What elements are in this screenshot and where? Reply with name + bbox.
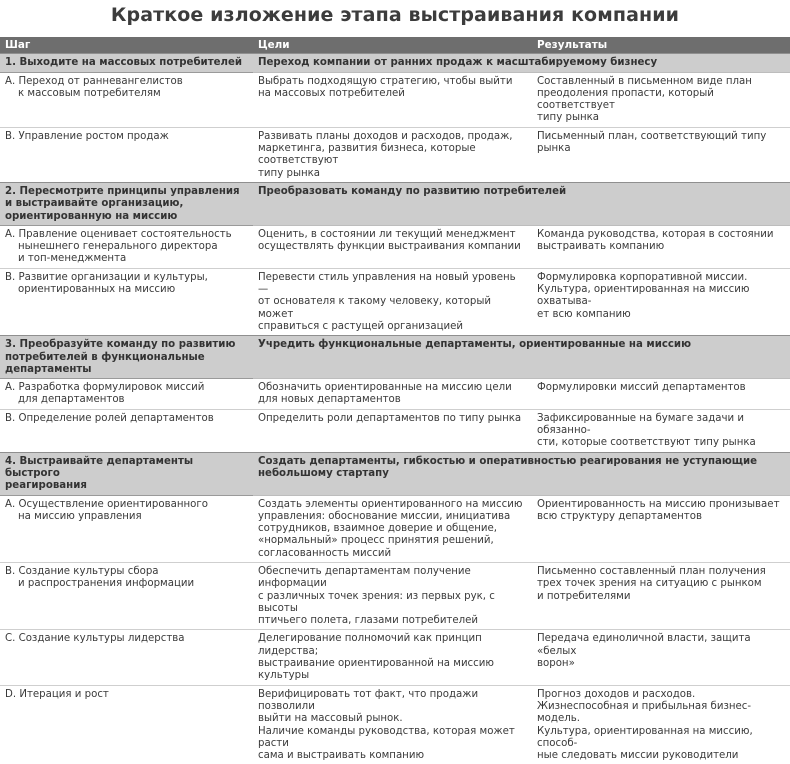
table-row: [0, 72, 790, 127]
row-goal-line: Перевести стиль управления на новый уровень —: [258, 271, 516, 296]
row-step-line: В. Управление ростом продаж: [5, 130, 169, 142]
section-step-line: ориентированную на миссию: [5, 210, 178, 222]
row-goal-line: от основателя к такому человеку, который может: [258, 296, 492, 320]
row-result-line: выстраивать компанию: [537, 241, 665, 253]
section-step: [0, 336, 253, 379]
row-goal: [253, 685, 532, 764]
section-header-row: [0, 452, 790, 495]
row-step: [0, 562, 253, 629]
row-goal-line: на массовых потребителей: [258, 87, 405, 99]
table-row: [0, 127, 790, 182]
row-result-line: типу рынка: [537, 112, 600, 124]
section-goal: [253, 452, 790, 495]
row-step-line: А. Разработка формулировок миссий: [5, 382, 205, 394]
row-goal-line: птичьего полета, глазами потребителей: [258, 615, 479, 627]
table-body: [0, 54, 790, 764]
row-result: [532, 268, 790, 335]
section-goal-line: Учредить функциональные департаменты, ориентированные на миссию: [258, 339, 691, 351]
row-step-line: и распространения информации: [18, 578, 195, 590]
row-goal: [253, 379, 532, 410]
row-goal: [253, 72, 532, 127]
table-row: [0, 685, 790, 764]
row-goal-line: Выбрать подходящую стратегию, чтобы выйти: [258, 75, 513, 87]
row-result-line: и потребителями: [537, 590, 631, 602]
section-goal: [253, 182, 790, 225]
row-step: [0, 127, 253, 182]
row-step: [0, 685, 253, 764]
section-goal-line: Создать департаменты, гибкостью и оперативностью реагирования не уступающие: [258, 455, 758, 467]
header-results: Результаты: [532, 37, 790, 54]
row-goal-line: согласованность миссий: [258, 547, 392, 559]
row-result-line: ворон»: [537, 658, 575, 670]
page-title: Краткое изложение этапа выстраивания компании: [110, 4, 680, 26]
row-step: [0, 630, 253, 685]
row-result-line: трех точек зрения на ситуацию с рынком: [537, 578, 762, 590]
row-goal: [253, 127, 532, 182]
row-result-line: Составленный в письменном виде план: [537, 75, 752, 87]
section-step-line: 4. Выстраивайте департаменты быстрого: [5, 455, 194, 479]
row-result-line: ет всю компанию: [537, 308, 631, 320]
row-step-line: к массовым потребителям: [18, 87, 161, 99]
row-goal-line: сотрудников, взаимное доверие и общение,: [258, 523, 497, 535]
row-goal-line: справиться с растущей организацией: [258, 320, 464, 332]
row-step-line: А. Переход от ранневангелистов: [5, 75, 183, 87]
row-step-line: D. Итерация и рост: [5, 688, 109, 700]
row-goal-line: выстраивание ориентированной на миссию культуры: [258, 658, 494, 682]
row-result: [532, 72, 790, 127]
header-goals: Цели: [253, 37, 532, 54]
section-goal-line: небольшому стартапу: [258, 467, 389, 479]
table-row: [0, 562, 790, 629]
section-step: [0, 452, 253, 495]
row-result-line: Письменно составленный план получения: [537, 565, 766, 577]
section-goal-line: Преобразовать команду по развитию потребителей: [258, 185, 567, 197]
row-result: [532, 127, 790, 182]
table-row: [0, 379, 790, 410]
row-result: [532, 409, 790, 452]
row-step: [0, 225, 253, 268]
row-result-line: Команда руководства, которая в состоянии: [537, 228, 774, 240]
row-step-line: нынешнего генерального директора: [18, 241, 218, 253]
row-step: [0, 495, 253, 562]
row-goal-line: Наличие команды руководства, которая может расти: [258, 725, 515, 749]
section-header-row: [0, 182, 790, 225]
row-step-line: В. Определение ролей департаментов: [5, 412, 214, 424]
row-goal-line: Создать элементы ориентированного на миссию: [258, 498, 523, 510]
row-goal-line: Обеспечить департаментам получение информации: [258, 565, 471, 590]
row-step-line: А. Осуществление ориентированного: [5, 498, 208, 510]
row-goal-line: с различных точек зрения: из первых рук, с высоты: [258, 590, 495, 614]
row-goal: [253, 268, 532, 335]
section-step-line: 1. Выходите на массовых потребителей: [5, 57, 243, 69]
row-goal: [253, 562, 532, 629]
table-row: [0, 409, 790, 452]
row-step: [0, 379, 253, 410]
section-step: [0, 182, 253, 225]
section-goal-line: Переход компании от ранних продаж к масштабируемому бизнесу: [258, 57, 658, 69]
table-row: [0, 268, 790, 335]
row-result-line: ные следовать миссии руководители: [537, 750, 739, 762]
row-result-line: Формулировка корпоративной миссии.: [537, 271, 748, 283]
section-step-line: 2. Пересмотрите принципы управления: [5, 185, 240, 197]
row-result-line: Ориентированность на миссию пронизывает: [537, 498, 780, 510]
row-result-line: сти, которые соответствуют типу рынка: [537, 437, 756, 449]
section-step-line: потребителей в функциональные: [5, 351, 205, 363]
row-result-line: Культура, ориентированная на миссию, способ-: [537, 725, 753, 749]
row-step-line: В. Развитие организации и культуры,: [5, 271, 208, 283]
row-step-line: В. Создание культуры сбора: [5, 565, 159, 577]
table-row: [0, 225, 790, 268]
row-goal-line: Делегирование полномочий как принцип лидерства;: [258, 633, 482, 657]
row-result: [532, 685, 790, 764]
row-goal-line: Развивать планы доходов и расходов, продаж,: [258, 130, 513, 142]
row-goal: [253, 409, 532, 452]
row-goal-line: для новых департаментов: [258, 394, 401, 406]
row-goal: [253, 630, 532, 685]
row-goal: [253, 495, 532, 562]
row-result: [532, 562, 790, 629]
row-result-line: Письменный план, соответствующий типу рынка: [537, 130, 767, 155]
row-result-line: всю структуру департаментов: [537, 510, 702, 522]
section-step-line: департаменты: [5, 363, 92, 375]
row-result-line: Жизнеспособная и прибыльная бизнес-модель.: [537, 700, 752, 725]
row-goal-line: Оценить, в состоянии ли текущий менеджмент: [258, 228, 516, 240]
table-header-row: [0, 37, 790, 54]
table-row: [0, 630, 790, 685]
section-goal: [253, 336, 790, 379]
row-result: [532, 379, 790, 410]
row-result: [532, 225, 790, 268]
row-step-line: ориентированных на миссию: [18, 284, 176, 296]
row-goal-line: сама и выстраивать компанию: [258, 750, 425, 762]
row-goal: [253, 225, 532, 268]
section-header-row: [0, 54, 790, 72]
row-result-line: Передача единоличной власти, защита «белых: [537, 633, 751, 657]
summary-table: [0, 37, 790, 764]
row-result-line: преодоления пропасти, который соответствует: [537, 87, 714, 112]
header-step: Шаг: [0, 37, 253, 54]
row-goal-line: выйти на массовый рынок.: [258, 713, 403, 725]
row-result-line: Формулировки миссий департаментов: [537, 382, 746, 394]
row-goal-line: Определить роли департаментов по типу рынка: [258, 412, 522, 424]
row-result-line: Прогноз доходов и расходов.: [537, 688, 696, 700]
section-header-row: [0, 336, 790, 379]
row-goal-line: типу рынка: [258, 167, 321, 179]
section-step: [0, 54, 253, 72]
section-step-line: реагирования: [5, 480, 87, 492]
row-result: [532, 495, 790, 562]
section-step-line: 3. Преобразуйте команду по развитию: [5, 339, 236, 351]
row-step-line: С. Создание культуры лидерства: [5, 633, 185, 645]
table-row: [0, 495, 790, 562]
row-step: [0, 268, 253, 335]
row-goal-line: Обозначить ориентированные на миссию цели: [258, 382, 512, 394]
row-goal-line: управления: обоснование миссии, инициатива: [258, 510, 511, 522]
row-step-line: А. Правление оценивает состоятельность: [5, 228, 232, 240]
row-result-line: Культура, ориентированная на миссию охватыва-: [537, 284, 750, 308]
row-step-line: и топ-менеджмента: [18, 253, 127, 265]
row-step: [0, 409, 253, 452]
row-goal-line: «нормальный» процесс принятия решений,: [258, 535, 494, 547]
section-goal: [253, 54, 790, 72]
row-goal-line: осуществлять функции выстраивания компании: [258, 241, 521, 253]
row-result: [532, 630, 790, 685]
section-step-line: и выстраивайте организацию,: [5, 198, 184, 210]
row-result-line: Зафиксированные на бумаге задачи и обязанно-: [537, 412, 744, 437]
row-goal-line: маркетинга, развития бизнеса, которые соответствуют: [258, 143, 476, 167]
row-step-line: на миссию управления: [18, 510, 142, 522]
row-step-line: для департаментов: [18, 394, 125, 406]
row-goal-line: Верифицировать тот факт, что продажи позволили: [258, 688, 479, 712]
row-step: [0, 72, 253, 127]
